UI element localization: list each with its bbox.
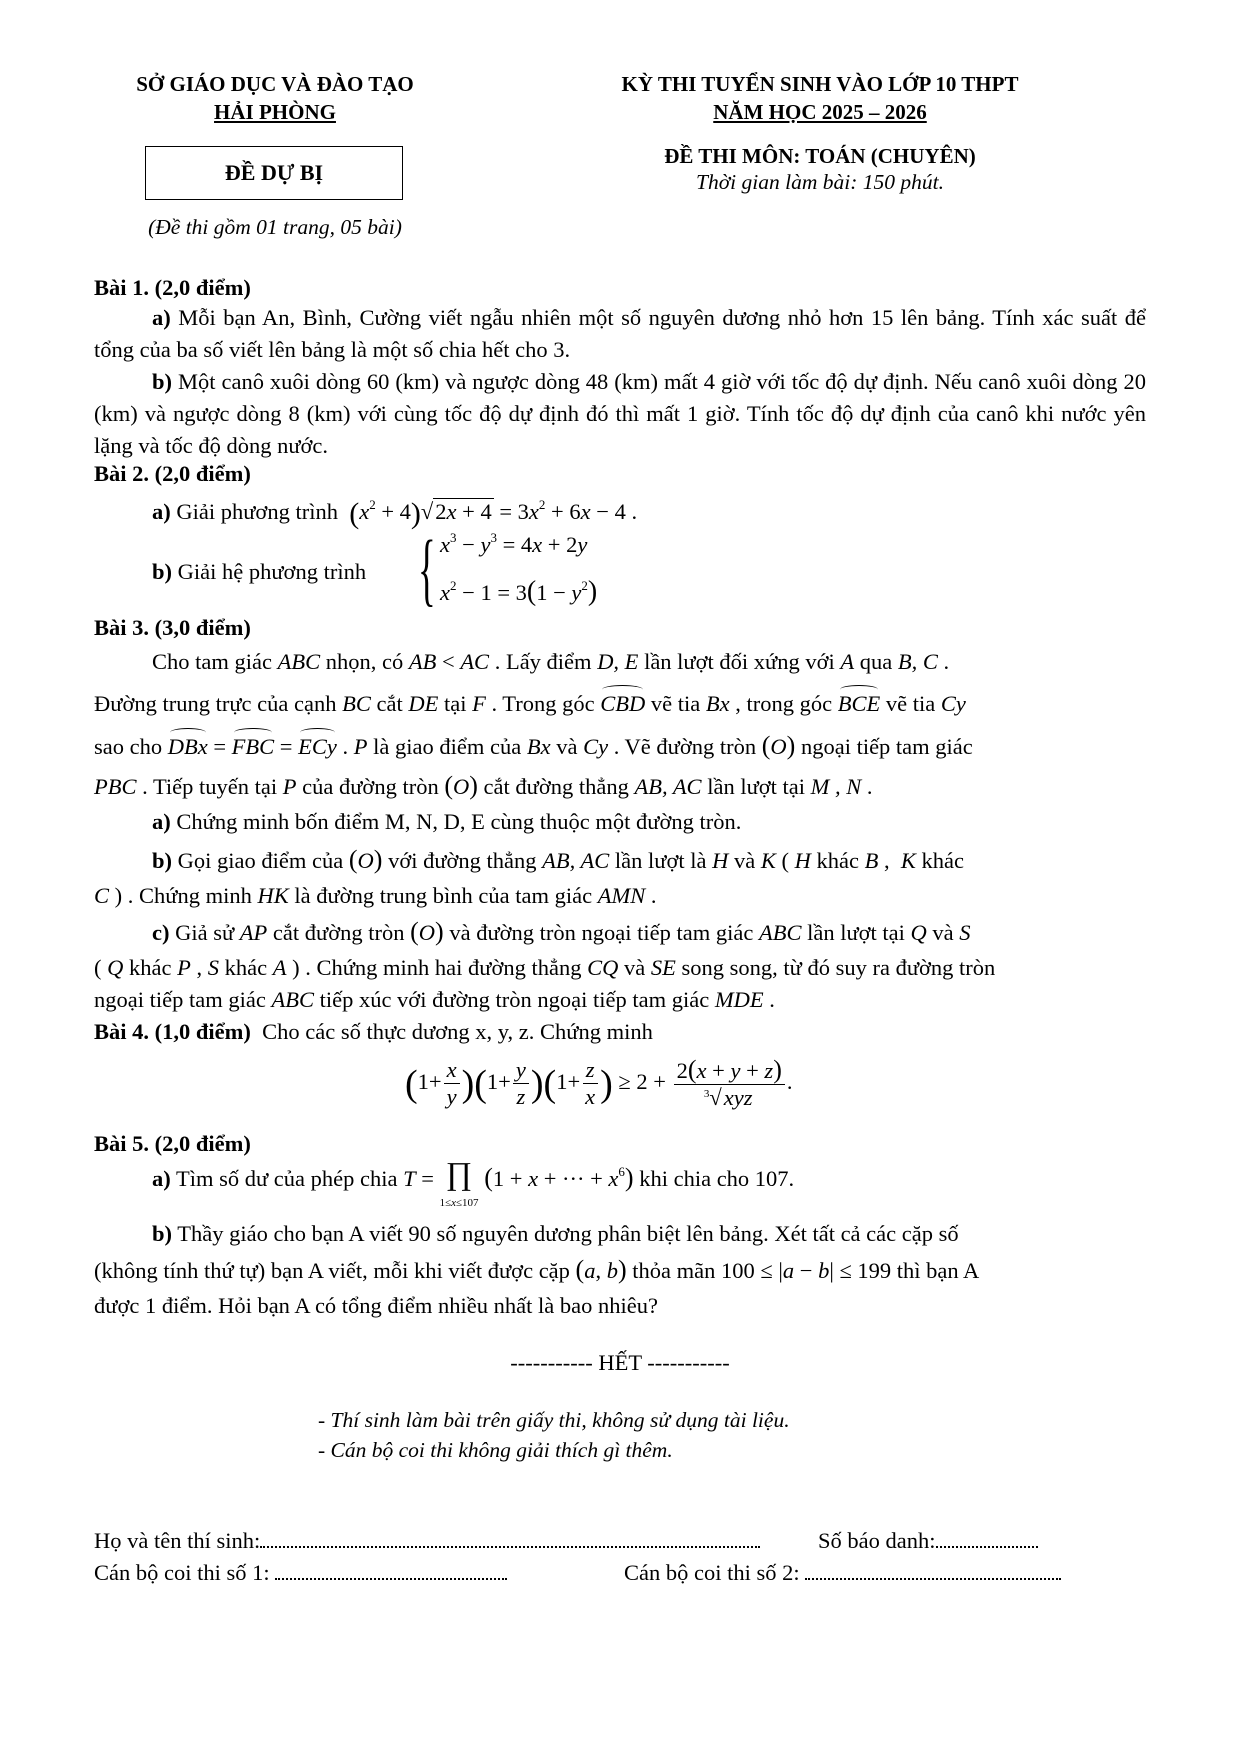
bai5-b-label: b) [152, 1221, 173, 1246]
bai3-title: Bài 3. (3,0 điểm) [94, 615, 251, 640]
note-1: - Thí sinh làm bài trên giấy thi, không sử dụng tài liệu. [318, 1408, 790, 1432]
bai3-b-line1: b) Gọi giao điểm của (O) với đường thẳng AB, AC lần lượt là H và K ( H khác B , K khác [152, 845, 964, 874]
bai4-heading [94, 1016, 653, 1048]
bai2-b-label: b) [152, 559, 173, 584]
bai4-inequality: (1+ $\frac{x}{y}$ )(1+ $\frac{y}{z}$ )(1+ $\frac{z}{x}$ ) ≥ 2 + $\frac{2(x + y + z)}{^3√xyz}$ . [405, 1054, 793, 1110]
bai2-a-label: a) [152, 499, 171, 524]
bai3-intro-line3: sao cho DBx = FBC = ECy . P là giao điểm của Bx và Cy . Vẽ đường tròn (O) ngoại tiếp tam giác [94, 730, 973, 763]
bai3-b-line2: C ) . Chứng minh HK là đường trung bình của tam giác AMN . [94, 883, 657, 908]
system-brace: { [418, 523, 436, 614]
bai1-b-label: b) [152, 369, 173, 394]
city-name: HẢI PHÒNG [214, 100, 336, 124]
bai1-b [94, 366, 1146, 462]
bai1-title: Bài 1. (2,0 điểm) [94, 275, 251, 300]
dept-name: SỞ GIÁO DỤC VÀ ĐÀO TẠO [136, 72, 414, 96]
bai5-a-text-post: khi chia cho 107. [639, 1166, 795, 1191]
candidate-name-dots [260, 1530, 760, 1548]
bai1-a-label: a) [152, 305, 171, 330]
proctor1-line [94, 1560, 507, 1586]
exam-duration: Thời gian làm bài: 150 phút. [696, 170, 944, 194]
bai5-a-product: T = ∏ 1≤x≤107 (1 + x + ··· + $x^6$) [403, 1155, 634, 1209]
bai5-a [152, 1155, 795, 1214]
bai5-b-line2: (không tính thứ tự) bạn A viết, mỗi khi viết được cặp (a, b) thỏa mãn 100 ≤ |a − b| ≤ 199 thì bạn A [94, 1255, 980, 1284]
candidate-number-label: Số báo danh: [818, 1528, 936, 1553]
end-mark: ----------- HẾT ----------- [510, 1350, 730, 1375]
candidate-number-line [818, 1528, 1038, 1554]
bai2-a-equation: $(x^2 + 4)√2x + 4 = 3x^2 + 6x - 4$ . [349, 496, 638, 530]
bai5-a-label: a) [152, 1166, 171, 1191]
subject: ĐỀ THI MÔN: TOÁN (CHUYÊN) [664, 144, 976, 168]
bai2-b-text: Giải hệ phương trình [177, 559, 367, 584]
bai1-a-text: Mỗi bạn An, Bình, Cường viết ngẫu nhiên một số nguyên dương nhỏ hơn 15 lên bảng. Tính xác suất để tổng của ba số viết lên bảng là một số chia hết cho 3. [94, 305, 1147, 362]
bai3-a-label: a) [152, 809, 171, 834]
bai2-b [152, 550, 366, 594]
bai3-a-text: Chứng minh bốn điểm M, N, D, E cùng thuộc một đường tròn. [176, 809, 742, 834]
bai5-b-line3: được 1 điểm. Hỏi bạn A có tổng điểm nhiều nhất là bao nhiêu? [94, 1293, 658, 1318]
note-2: - Cán bộ coi thi không giải thích gì thêm. [318, 1438, 673, 1462]
proctor1-dots [275, 1562, 507, 1580]
candidate-number-dots [936, 1530, 1038, 1548]
bai2-title: Bài 2. (2,0 điểm) [94, 461, 251, 486]
bai3-a [152, 806, 741, 838]
proctor2-label: Cán bộ coi thi số 2: [624, 1560, 800, 1585]
system-eq1: $x^3 - y^3 = 4x + 2y$ [440, 530, 588, 557]
candidate-name-label: Họ và tên thí sinh: [94, 1528, 261, 1553]
bai3-b-label: b) [152, 848, 173, 873]
bai3-c-label: c) [152, 920, 170, 945]
school-year: NĂM HỌC 2025 – 2026 [713, 100, 927, 124]
proctor2-line [624, 1560, 1061, 1586]
exam-note: (Đề thi gồm 01 trang, 05 bài) [148, 215, 402, 239]
bai5-a-text-pre: Tìm số dư của phép chia [175, 1166, 398, 1191]
exam-title: KỲ THI TUYỂN SINH VÀO LỚP 10 THPT [621, 72, 1019, 96]
bai4-text: Cho các số thực dương x, y, z. Chứng minh [262, 1019, 653, 1044]
bai2-a-text: Giải phương trình [176, 499, 338, 524]
bai3-intro-line4: PBC . Tiếp tuyến tại P của đường tròn (O) cắt đường thẳng AB, AC lần lượt tại M , N . [94, 771, 873, 800]
bai3-c-line2: ( Q khác P , S khác A ) . Chứng minh hai đường thẳng CQ và SE song song, từ đó suy ra đường tròn [94, 955, 996, 980]
bai3-c-line1: c) Giả sử AP cắt đường tròn (O) và đường tròn ngoại tiếp tam giác ABC lần lượt tại Q và S [152, 917, 971, 946]
bai2-a [152, 490, 637, 534]
bai1-a [94, 302, 1146, 366]
proctor1-label: Cán bộ coi thi số 1: [94, 1560, 270, 1585]
bai3-intro-line1: Cho tam giác ABC nhọn, có AB < AC . Lấy điểm D, E lần lượt đối xứng với A qua B, C . [152, 649, 950, 674]
bai5-b-text1: Thầy giáo cho bạn A viết 90 số nguyên dương phân biệt lên bảng. Xét tất cả các cặp số [177, 1221, 959, 1246]
bai5-b-line1 [152, 1218, 959, 1250]
bai5-title: Bài 5. (2,0 điểm) [94, 1131, 251, 1156]
bai4-title: Bài 4. (1,0 điểm) [94, 1019, 251, 1044]
proctor2-dots [805, 1562, 1061, 1580]
exam-type-label: ĐỀ DỰ BỊ [224, 160, 324, 185]
system-eq2: $x^2 - 1 = 3(1 - y^2)$ [440, 576, 598, 607]
bai1-b-text: Một canô xuôi dòng 60 (km) và ngược dòng 48 (km) mất 4 giờ với tốc độ dự định. Nếu canô xuôi dòng 20 (km) và ngược dòng 8 (km) với cùng tốc độ dự định đó thì mất 1 giờ. Tính tốc độ dự định của canô khi nước yên lặng và tốc độ dòng nước. [94, 369, 1147, 458]
exam-type-box [145, 146, 403, 200]
bai3-intro-line2: Đường trung trực của cạnh BC cắt DE tại F . Trong góc CBD vẽ tia Bx , trong góc BCE vẽ tia Cy [94, 688, 966, 720]
bai2-b-system [418, 523, 638, 616]
bai3-c-line3: ngoại tiếp tam giác ABC tiếp xúc với đường tròn ngoại tiếp tam giác MDE . [94, 987, 775, 1012]
candidate-name-line [94, 1528, 760, 1554]
